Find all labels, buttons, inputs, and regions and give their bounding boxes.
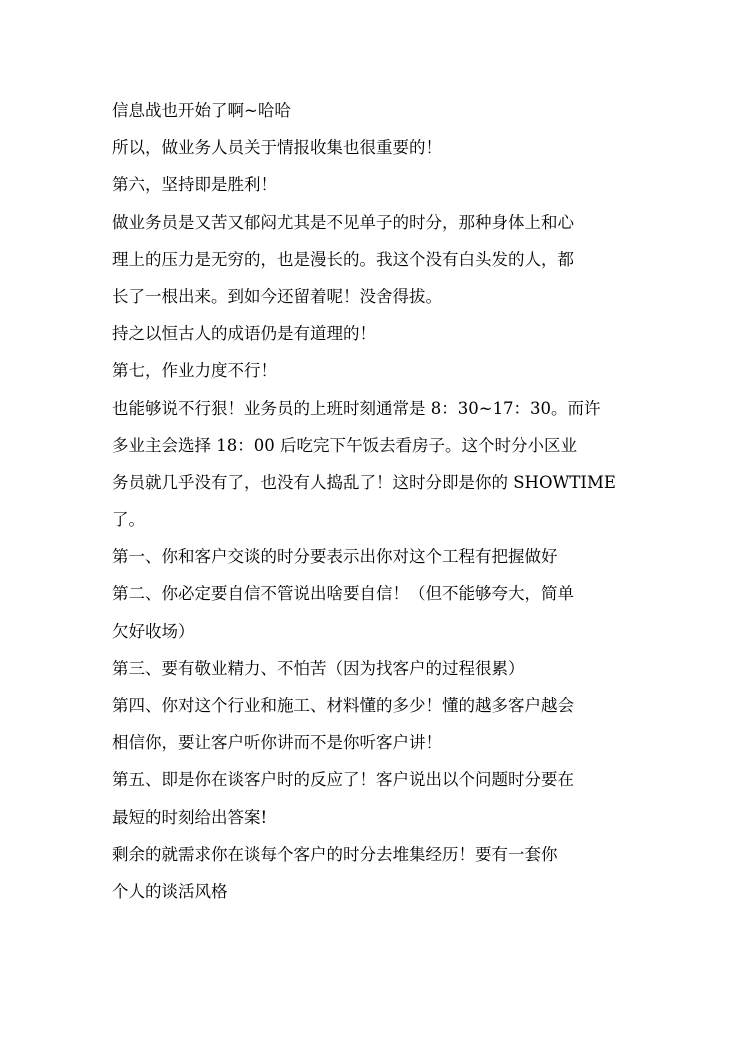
text-line: 剩余的就需求你在谈每个客户的时分去堆集经历！要有一套你 (112, 844, 558, 864)
text-line: 信息战也开始了啊~哈哈 (112, 101, 291, 120)
text-line: 第七，作业力度不行！ (112, 361, 277, 381)
text-line: 第三、要有敬业精力、不怕苦（因为找客户的过程很累） (112, 658, 525, 678)
text-line: 第二、你必定要自信不管说出啥要自信！（但不能够夸大，简单 (112, 584, 574, 604)
text-line: 最短的时刻给出答案! (112, 807, 268, 827)
text-line: 相信你，要让客户听你讲而不是你听客户讲！ (112, 733, 442, 753)
document-body (112, 92, 640, 910)
text-line: 第五、即是你在谈客户时的反应了！客户说出以个问题时分要在 (112, 770, 574, 790)
text-line: 持之以恒古人的成语仍是有道理的！ (112, 324, 376, 344)
text-line: 理上的压力是无穷的，也是漫长的。我这个没有白头发的人，都 (112, 249, 574, 269)
text-line: 第四、你对这个行业和施工、材料懂的多少！懂的越多客户越会 (112, 696, 574, 715)
text-line: 做业务员是又苦又郁闷尤其是不见单子的时分，那种身体上和心 (112, 212, 574, 232)
text-line: 了。 (112, 510, 145, 530)
text-line: 欠好收场） (112, 621, 195, 641)
text-line: 务员就几乎没有了，也没有人捣乱了！这时分即是你的 SHOWTIME (112, 472, 616, 492)
text-line: 多业主会选择 18：00 后吃完下午饭去看房子。这个时分小区业 (112, 435, 577, 455)
text-line: 第一、你和客户交谈的时分要表示出你对这个工程有把握做好 (112, 547, 558, 567)
text-line: 也能够说不行狠！业务员的上班时刻通常是 8：30~17：30。而许 (112, 398, 601, 418)
text-line: 个人的谈活风格 (112, 881, 228, 901)
text-line: 第六，坚持即是胜利！ (112, 175, 277, 195)
text-line: 所以，做业务人员关于情报收集也很重要的！ (112, 138, 442, 158)
text-line: 长了一根出来。到如今还留着呢！没舍得拔。 (112, 286, 442, 306)
